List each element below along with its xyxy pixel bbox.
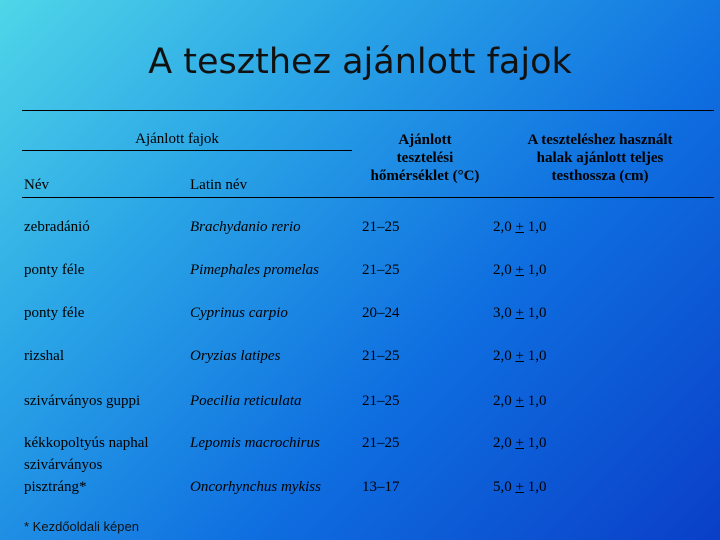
row-length (493, 347, 546, 365)
header-top-rule (22, 110, 714, 111)
length-value: 2,0 (493, 435, 516, 451)
col-header-temp-line3: hőmérséklet (°C) (370, 168, 480, 184)
col-header-temp-line2: tesztelési (396, 150, 454, 166)
row-temp: 20–24 (362, 305, 400, 321)
length-value: 2,0 (493, 262, 516, 278)
length-tolerance: 1,0 (523, 219, 547, 235)
row-name: ponty féle (24, 262, 85, 278)
row-name: kékkopoltyús naphal (24, 435, 149, 451)
row-length (493, 434, 546, 452)
col-header-length (500, 131, 700, 185)
col-header-latin: Latin név (190, 177, 248, 193)
row-temp: 21–25 (362, 262, 400, 278)
row-name-line: szivárványos (24, 457, 103, 473)
group-underline (22, 150, 352, 151)
length-tolerance: 1,0 (523, 262, 547, 278)
plus-minus-sign: + (515, 219, 524, 235)
plus-minus-sign: + (515, 393, 524, 409)
row-length (493, 304, 546, 322)
length-tolerance: 1,0 (523, 393, 547, 409)
row-length (493, 392, 546, 410)
row-name: rizshal (24, 348, 64, 364)
row-latin: Poecilia reticulata (190, 393, 302, 409)
length-value: 3,0 (493, 305, 516, 321)
plus-minus-sign: + (515, 305, 524, 321)
row-temp: 21–25 (362, 219, 400, 235)
row-name: ponty féle (24, 305, 85, 321)
col-header-name: Név (24, 177, 49, 193)
col-header-temp (352, 131, 498, 185)
length-tolerance: 1,0 (523, 348, 547, 364)
footnote: * Kezdőoldali képen (24, 519, 139, 534)
row-length (493, 261, 546, 279)
row-latin: Oncorhynchus mykiss (190, 479, 321, 495)
row-latin: Cyprinus carpio (190, 305, 288, 321)
length-tolerance: 1,0 (523, 305, 547, 321)
row-name: szivárványos guppi (24, 393, 141, 409)
row-latin: Pimephales promelas (190, 262, 320, 278)
slide-title: A teszthez ajánlott fajok (148, 42, 572, 82)
row-name-line: pisztráng* (24, 479, 87, 495)
length-tolerance: 1,0 (523, 435, 547, 451)
length-value: 5,0 (493, 479, 516, 495)
row-latin: Brachydanio rerio (190, 219, 301, 235)
col-header-length-line3: testhossza (cm) (551, 168, 649, 184)
header-bottom-rule (22, 197, 714, 198)
row-temp: 21–25 (362, 393, 400, 409)
length-tolerance: 1,0 (523, 479, 547, 495)
length-value: 2,0 (493, 393, 516, 409)
row-temp: 21–25 (362, 435, 400, 451)
plus-minus-sign: + (515, 262, 524, 278)
col-header-length-line1: A teszteléshez használt (527, 132, 673, 148)
row-temp: 21–25 (362, 348, 400, 364)
row-latin: Oryzias latipes (190, 348, 281, 364)
plus-minus-sign: + (515, 348, 524, 364)
group-header: Ajánlott fajok (135, 131, 219, 147)
row-name: zebradánió (24, 219, 90, 235)
row-length (493, 478, 546, 496)
length-value: 2,0 (493, 348, 516, 364)
row-latin: Lepomis macrochirus (190, 435, 320, 451)
row-length (493, 218, 546, 236)
col-header-temp-line1: Ajánlott (398, 132, 452, 148)
col-header-length-line2: halak ajánlott teljes (536, 150, 664, 166)
plus-minus-sign: + (515, 479, 524, 495)
row-temp: 13–17 (362, 479, 400, 495)
plus-minus-sign: + (515, 435, 524, 451)
length-value: 2,0 (493, 219, 516, 235)
